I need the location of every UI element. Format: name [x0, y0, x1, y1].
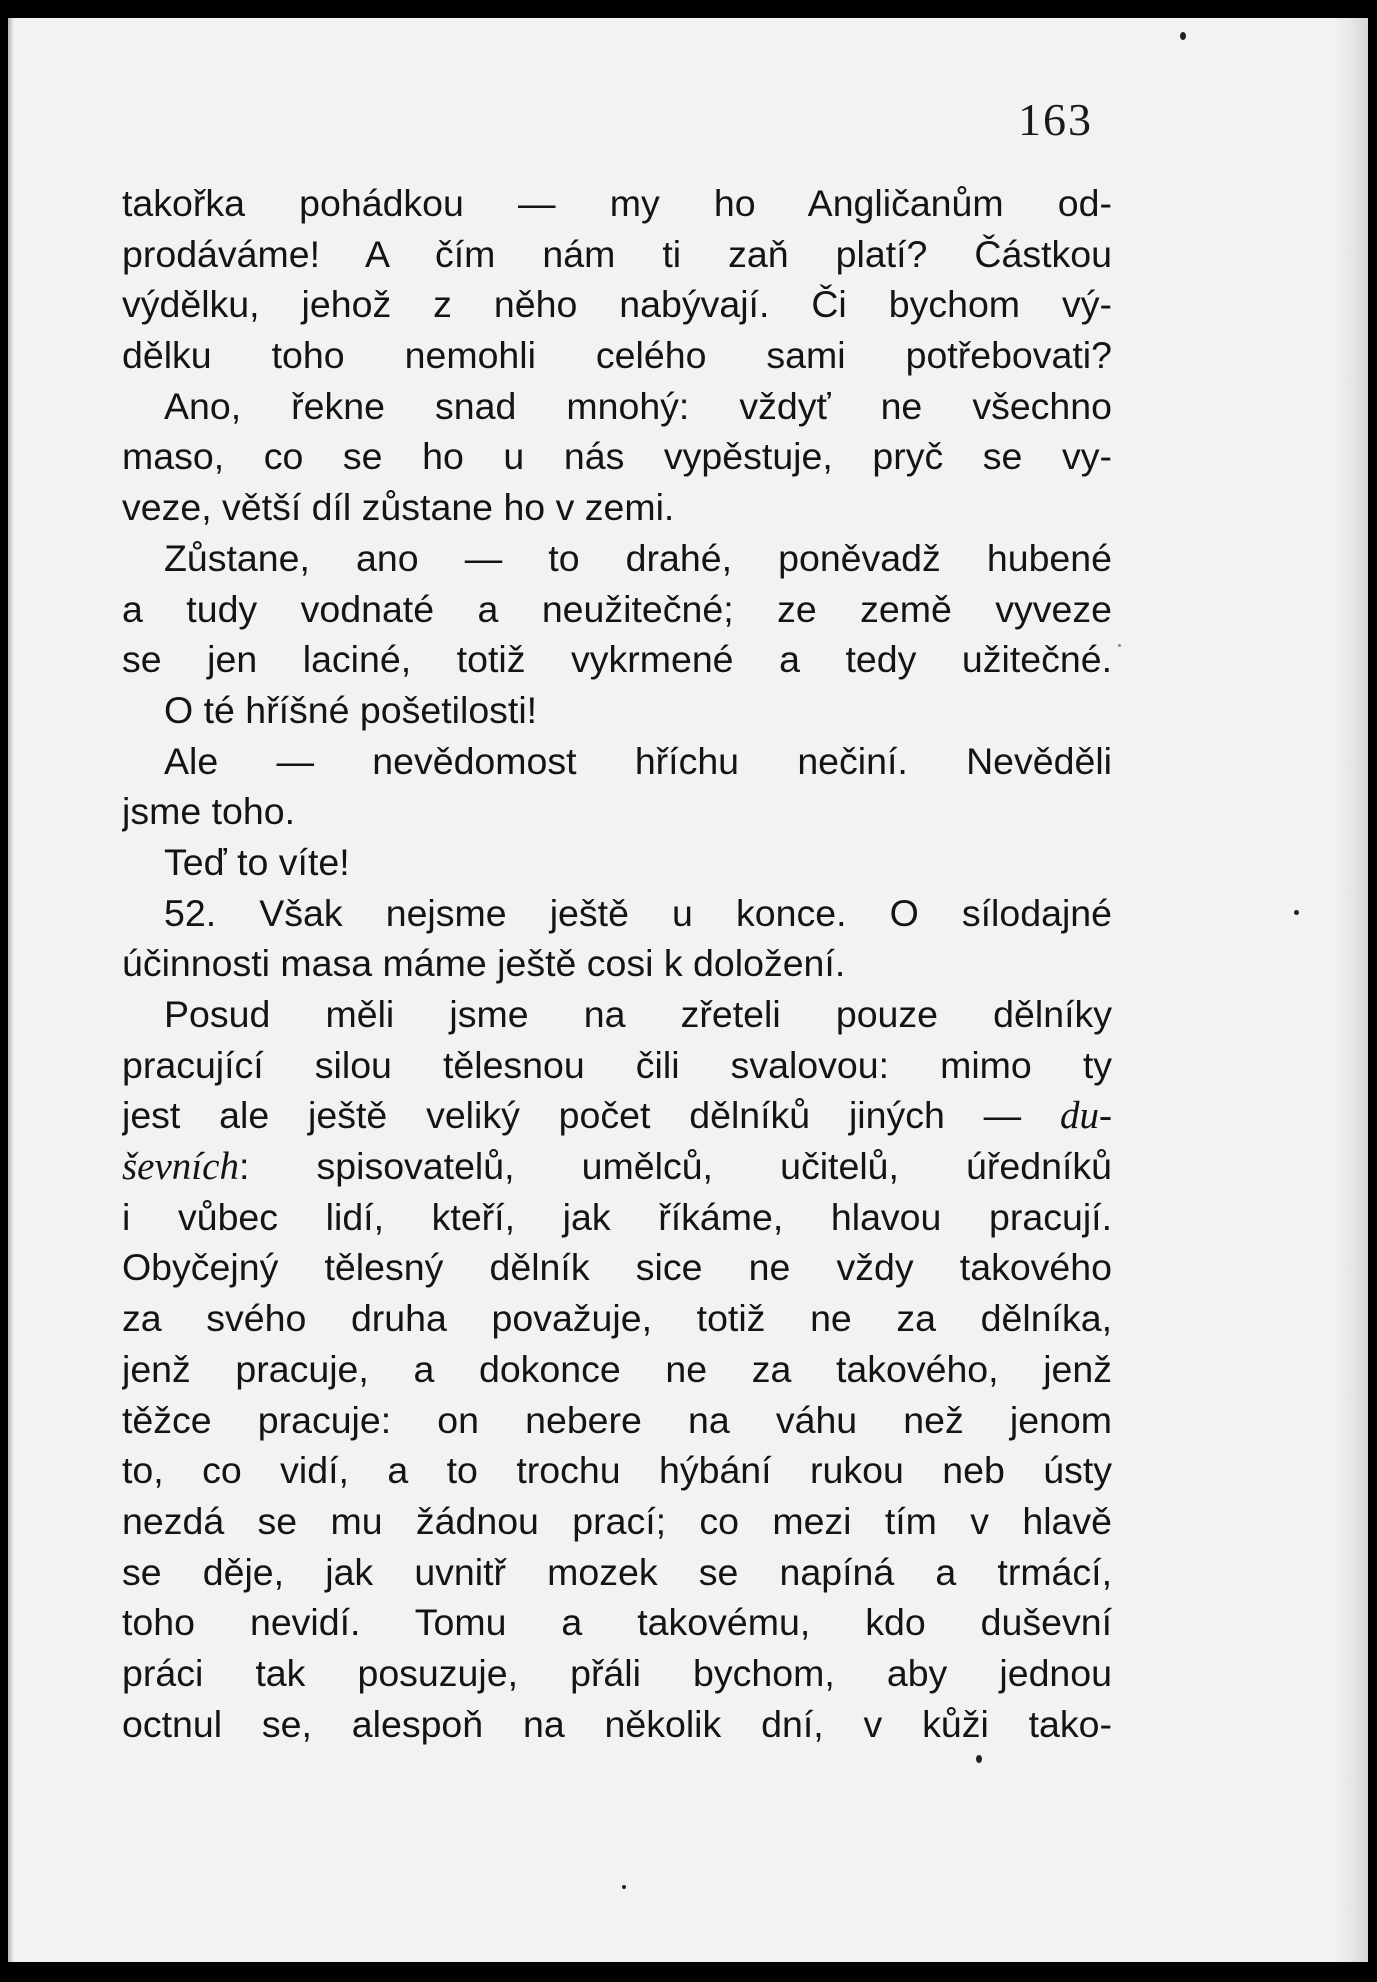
book-page	[8, 18, 1368, 1962]
page-spine-shadow	[1334, 18, 1368, 1962]
text-line: Teď to víte!	[164, 840, 350, 883]
text-line: Ale — nevědomost hříchu nečiní. Nevěděli	[164, 739, 1112, 782]
text-line: Posud měli jsme na zřeteli pouze dělníky	[164, 993, 1112, 1035]
text-line: se jen laciné, totiž vykrmené a tedy užitečné.	[122, 638, 1112, 681]
text-line: takořka pohádkou — my ho Angličanům od-	[122, 182, 1112, 224]
scan-speck	[1294, 910, 1299, 915]
text-line: O té hříšné pošetilosti!	[164, 688, 538, 731]
text-line: ševních: spisovatelů, umělců, učitelů, úředníků	[122, 1145, 1112, 1189]
text-line: těžce pracuje: on nebere na váhu než jenom	[122, 1398, 1112, 1441]
text-line: jest ale ještě veliký počet dělníků jiných — du-	[122, 1094, 1112, 1138]
text-line: veze, větší díl zůstane ho v zemi.	[122, 486, 675, 529]
text-line: výdělku, jehož z něho nabývají. Či bychom vý-	[122, 283, 1112, 326]
body-text	[122, 178, 1112, 1749]
text-line: octnul se, alespoň na několik dní, v kůži tako-	[122, 1702, 1112, 1745]
text-line: Ano, řekne snad mnohý: vždyť ne všechno	[164, 384, 1112, 427]
text-line: Obyčejný tělesný dělník sice ne vždy takového	[122, 1246, 1112, 1289]
italic-fragment: ševních	[122, 1145, 239, 1189]
text-line: pracující silou tělesnou čili svalovou: mimo ty	[122, 1043, 1112, 1086]
text-line: jenž pracuje, a dokonce ne za takového, jenž	[122, 1347, 1112, 1390]
text-line: účinnosti masa máme ještě cosi k doložení.	[122, 942, 846, 985]
text-line: Zůstane, ano — to drahé, poněvadž hubené	[164, 536, 1112, 579]
text-line: maso, co se ho u nás vypěstuje, pryč se vy-	[122, 435, 1112, 478]
scan-speck	[976, 1755, 982, 1763]
scan-speck	[1118, 644, 1121, 647]
text-line: prodáváme! A čím nám ti zaň platí? Částkou	[122, 232, 1112, 275]
page-left-edge	[8, 18, 14, 1962]
text-line: i vůbec lidí, kteří, jak říkáme, hlavou pracují.	[122, 1195, 1112, 1238]
page-number: 163	[1018, 94, 1093, 145]
text-line: práci tak posuzuje, přáli bychom, aby jednou	[122, 1651, 1112, 1694]
italic-fragment: du-	[1060, 1094, 1112, 1138]
text-line: 52. Však nejsme ještě u konce. O sílodajné	[164, 891, 1112, 934]
text-line: se děje, jak uvnitř mozek se napíná a trmácí,	[122, 1550, 1112, 1593]
text-line: dělku toho nemohli celého sami potřebovati?	[122, 334, 1112, 377]
scan-speck	[622, 1885, 626, 1889]
text-line: toho nevidí. Tomu a takovému, kdo duševní	[122, 1601, 1112, 1644]
text-line: jsme toho.	[122, 790, 295, 833]
scan-speck	[1180, 32, 1186, 40]
text-line: za svého druha považuje, totiž ne za dělníka,	[122, 1297, 1112, 1340]
text-line: to, co vidí, a to trochu hýbání rukou neb ústy	[122, 1449, 1112, 1492]
text-line: nezdá se mu žádnou prací; co mezi tím v hlavě	[122, 1499, 1112, 1542]
text-line: a tudy vodnaté a neužitečné; ze země vyveze	[122, 587, 1112, 630]
